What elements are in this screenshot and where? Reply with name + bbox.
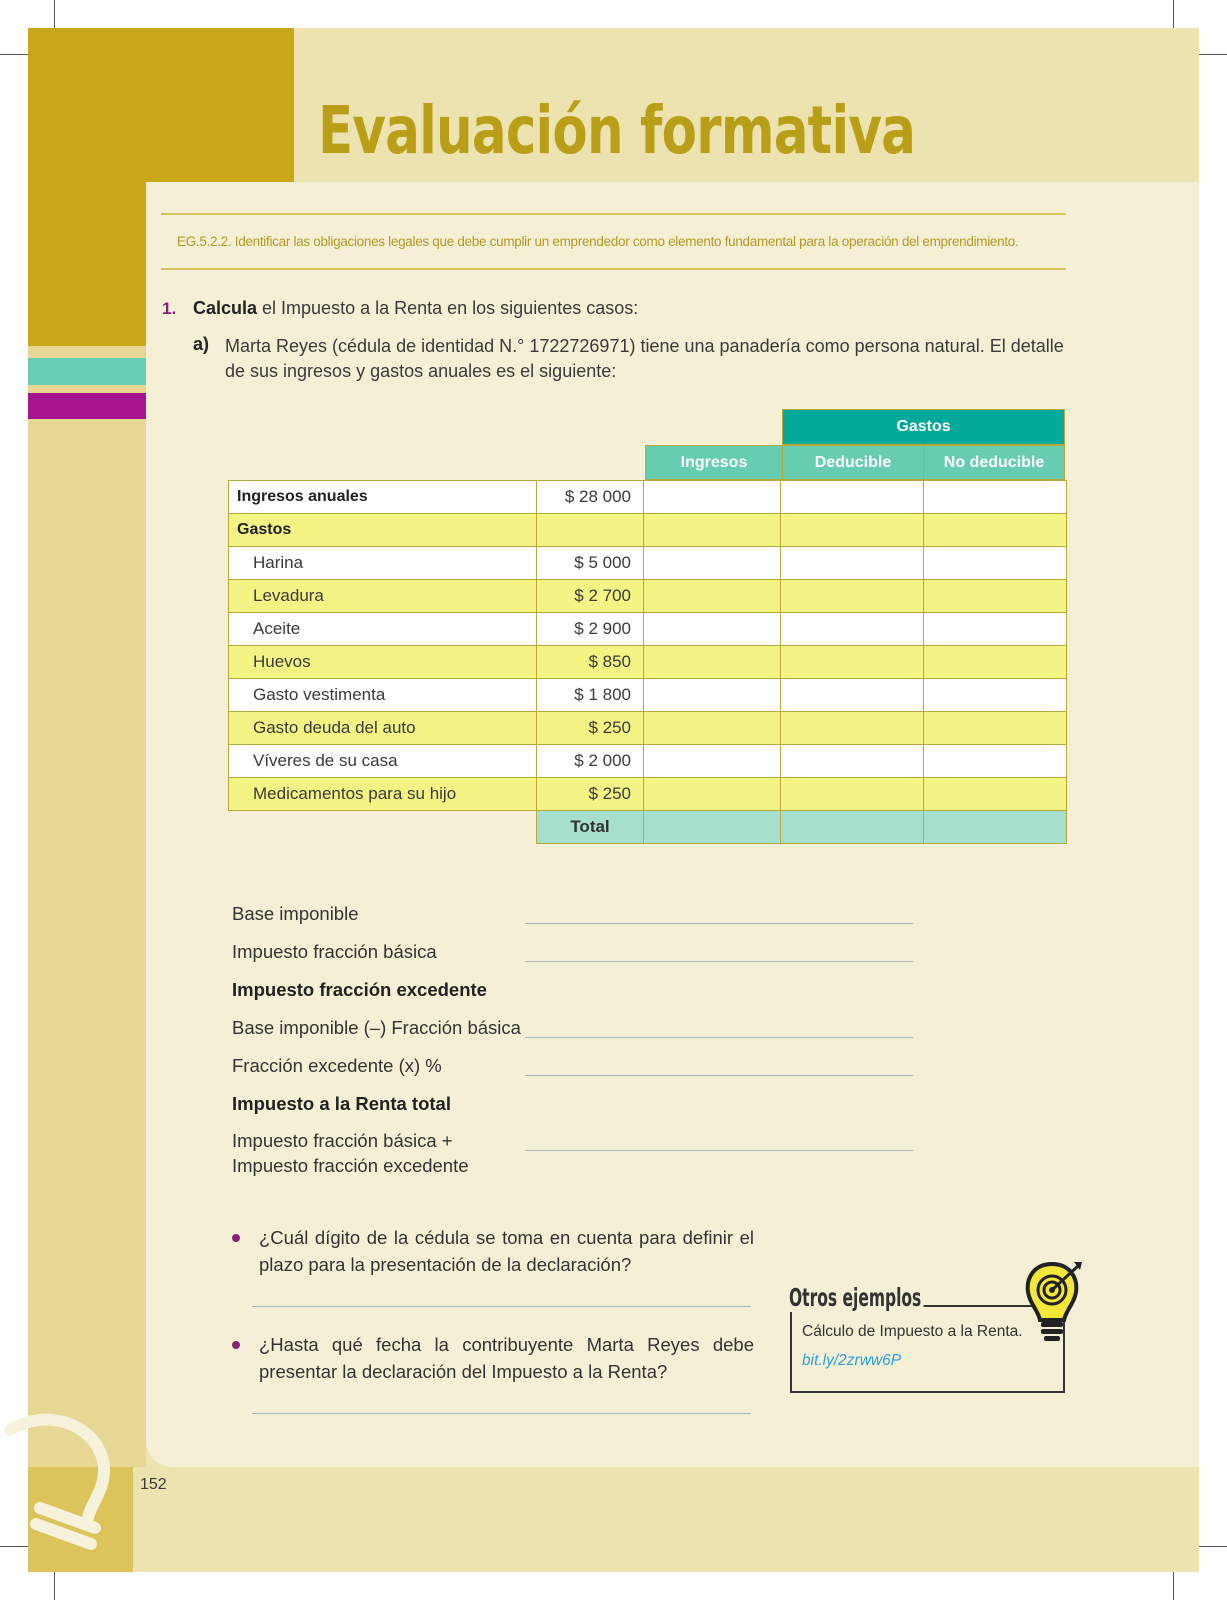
bullet-point	[232, 1234, 240, 1242]
deducible-cell[interactable]	[781, 745, 924, 778]
no-deducible-cell[interactable]	[924, 514, 1067, 547]
row-label: Víveres de su casa	[229, 745, 537, 778]
lightbulb-target-icon	[1022, 1258, 1092, 1348]
ingresos-cell[interactable]	[644, 547, 781, 580]
no-deducible-cell[interactable]	[924, 679, 1067, 712]
row-value: $ 2 000	[537, 745, 644, 778]
impuesto-basica-label: Impuesto fracción básica	[232, 941, 437, 962]
answer-line-fecha[interactable]	[252, 1413, 751, 1414]
no-deducible-cell[interactable]	[924, 547, 1067, 580]
base-menos-fraccion-label: Base imponible (–) Fracción básica	[232, 1017, 521, 1038]
fraccion-excedente-answer-line[interactable]	[525, 1075, 913, 1076]
deducible-cell[interactable]	[781, 580, 924, 613]
suma-label-line2: Impuesto fracción excedente	[232, 1155, 469, 1176]
otros-title-rule	[906, 1305, 1032, 1307]
impuesto-total-answer-line[interactable]	[525, 1150, 913, 1151]
question-verb: Calcula	[193, 298, 258, 318]
table-row	[229, 547, 1067, 580]
deducible-cell[interactable]	[781, 547, 924, 580]
ingresos-cell[interactable]	[644, 745, 781, 778]
crop-mark	[1199, 1546, 1227, 1547]
row-label: Harina	[229, 547, 537, 580]
table-row	[229, 745, 1067, 778]
no-deducible-cell[interactable]	[924, 646, 1067, 679]
total-no-deducible-cell[interactable]	[924, 811, 1067, 844]
gastos-group-header: Gastos	[782, 409, 1065, 445]
no-deducible-cell[interactable]	[924, 778, 1067, 811]
ingresos-cell[interactable]	[644, 679, 781, 712]
footer-band	[28, 1467, 1199, 1572]
row-label: Huevos	[229, 646, 537, 679]
otros-ejemplos-text: Cálculo de Impuesto a la Renta.	[802, 1323, 1023, 1340]
crop-mark	[1173, 0, 1174, 28]
row-label: Ingresos anuales	[229, 481, 537, 514]
base-menos-fraccion-answer-line[interactable]	[525, 1037, 913, 1038]
total-row	[229, 811, 1067, 844]
ingresos-cell[interactable]	[644, 580, 781, 613]
row-value	[537, 514, 644, 547]
row-label: Gastos	[229, 514, 537, 547]
row-value: $ 2 900	[537, 613, 644, 646]
no-deducible-cell[interactable]	[924, 745, 1067, 778]
table-row	[229, 712, 1067, 745]
ingresos-column-header: Ingresos	[645, 445, 783, 480]
row-value: $ 5 000	[537, 547, 644, 580]
deducible-cell[interactable]	[781, 514, 924, 547]
table-row	[229, 514, 1067, 547]
row-value: $ 250	[537, 712, 644, 745]
deducible-cell[interactable]	[781, 613, 924, 646]
ingresos-cell[interactable]	[644, 646, 781, 679]
crop-mark	[54, 1572, 55, 1600]
base-imponible-answer-line[interactable]	[525, 923, 913, 924]
crop-mark	[1199, 54, 1227, 55]
bullet-point	[232, 1341, 240, 1349]
no-deducible-cell[interactable]	[924, 481, 1067, 514]
otros-ejemplos-link[interactable]: bit.ly/2zrww6P	[802, 1352, 902, 1369]
page-title: Evaluación formativa	[318, 92, 916, 169]
otros-ejemplos-title: Otros ejemplos	[789, 1283, 924, 1312]
answer-line-cedula[interactable]	[252, 1306, 751, 1307]
table-row	[229, 679, 1067, 712]
no-deducible-cell[interactable]	[924, 613, 1067, 646]
total-ingresos-cell[interactable]	[644, 811, 781, 844]
no-deducible-column-header: No deducible	[923, 445, 1065, 480]
row-value: $ 2 700	[537, 580, 644, 613]
row-value: $ 28 000	[537, 481, 644, 514]
deducible-cell[interactable]	[781, 679, 924, 712]
row-label: Levadura	[229, 580, 537, 613]
ingresos-cell[interactable]	[644, 712, 781, 745]
impuesto-basica-answer-line[interactable]	[525, 961, 913, 962]
ingresos-cell[interactable]	[644, 481, 781, 514]
crop-mark	[54, 0, 55, 28]
total-label: Total	[537, 811, 644, 844]
ingresos-cell[interactable]	[644, 514, 781, 547]
teal-accent-bar	[28, 358, 146, 385]
impuesto-total-heading: Impuesto a la Renta total	[232, 1093, 451, 1114]
deducible-cell[interactable]	[781, 712, 924, 745]
row-label: Aceite	[229, 613, 537, 646]
fraccion-excedente-label: Fracción excedente (x) %	[232, 1055, 442, 1076]
table-row	[229, 646, 1067, 679]
total-deducible-cell[interactable]	[781, 811, 924, 844]
suma-label-line1: Impuesto fracción básica +	[232, 1130, 453, 1151]
empty-cell	[229, 811, 537, 844]
impuesto-excedente-heading: Impuesto fracción excedente	[232, 979, 487, 1000]
table-row	[229, 778, 1067, 811]
subquestion-text: Marta Reyes (cédula de identidad N.° 1722726971) tiene una panadería como persona natural. El detalle de sus ingresos y gastos anuales es el siguiente:	[225, 336, 1064, 381]
page-number: 152	[140, 1476, 167, 1493]
question-fecha: ¿Hasta qué fecha la contribuyente Marta Reyes debe presentar la declaración del Impuesto a la Renta?	[259, 1334, 754, 1382]
income-expense-table	[228, 480, 1067, 844]
objective-banner	[161, 213, 1066, 270]
crop-mark	[1173, 1572, 1174, 1600]
no-deducible-cell[interactable]	[924, 712, 1067, 745]
row-value: $ 250	[537, 778, 644, 811]
row-value: $ 850	[537, 646, 644, 679]
lightbulb-outline-icon	[0, 1390, 140, 1560]
base-imponible-label: Base imponible	[232, 903, 359, 924]
row-label: Gasto vestimenta	[229, 679, 537, 712]
row-value: $ 1 800	[537, 679, 644, 712]
no-deducible-cell[interactable]	[924, 580, 1067, 613]
ingresos-cell[interactable]	[644, 778, 781, 811]
question-text	[193, 298, 638, 319]
subquestion-label: a)	[193, 334, 210, 354]
deducible-cell[interactable]	[781, 481, 924, 514]
deducible-cell[interactable]	[781, 646, 924, 679]
deducible-cell[interactable]	[781, 778, 924, 811]
deducible-column-header: Deducible	[782, 445, 924, 480]
table-row	[229, 613, 1067, 646]
table-row	[229, 580, 1067, 613]
question-rest: el Impuesto a la Renta en los siguientes casos:	[257, 298, 639, 318]
table-row	[229, 481, 1067, 514]
row-label: Gasto deuda del auto	[229, 712, 537, 745]
question-cedula: ¿Cuál dígito de la cédula se toma en cuenta para definir el plazo para la presentación de la declaración?	[259, 1227, 754, 1275]
objective-text: EG.5.2.2. Identificar las obligaciones legales que debe cumplir un emprendedor como elemento fundamental para la operación del emprendimiento.	[177, 234, 1019, 249]
crop-mark	[0, 54, 28, 55]
ingresos-cell[interactable]	[644, 613, 781, 646]
row-label: Medicamentos para su hijo	[229, 778, 537, 811]
question-number: 1.	[162, 299, 177, 318]
magenta-accent-bar	[28, 393, 146, 419]
